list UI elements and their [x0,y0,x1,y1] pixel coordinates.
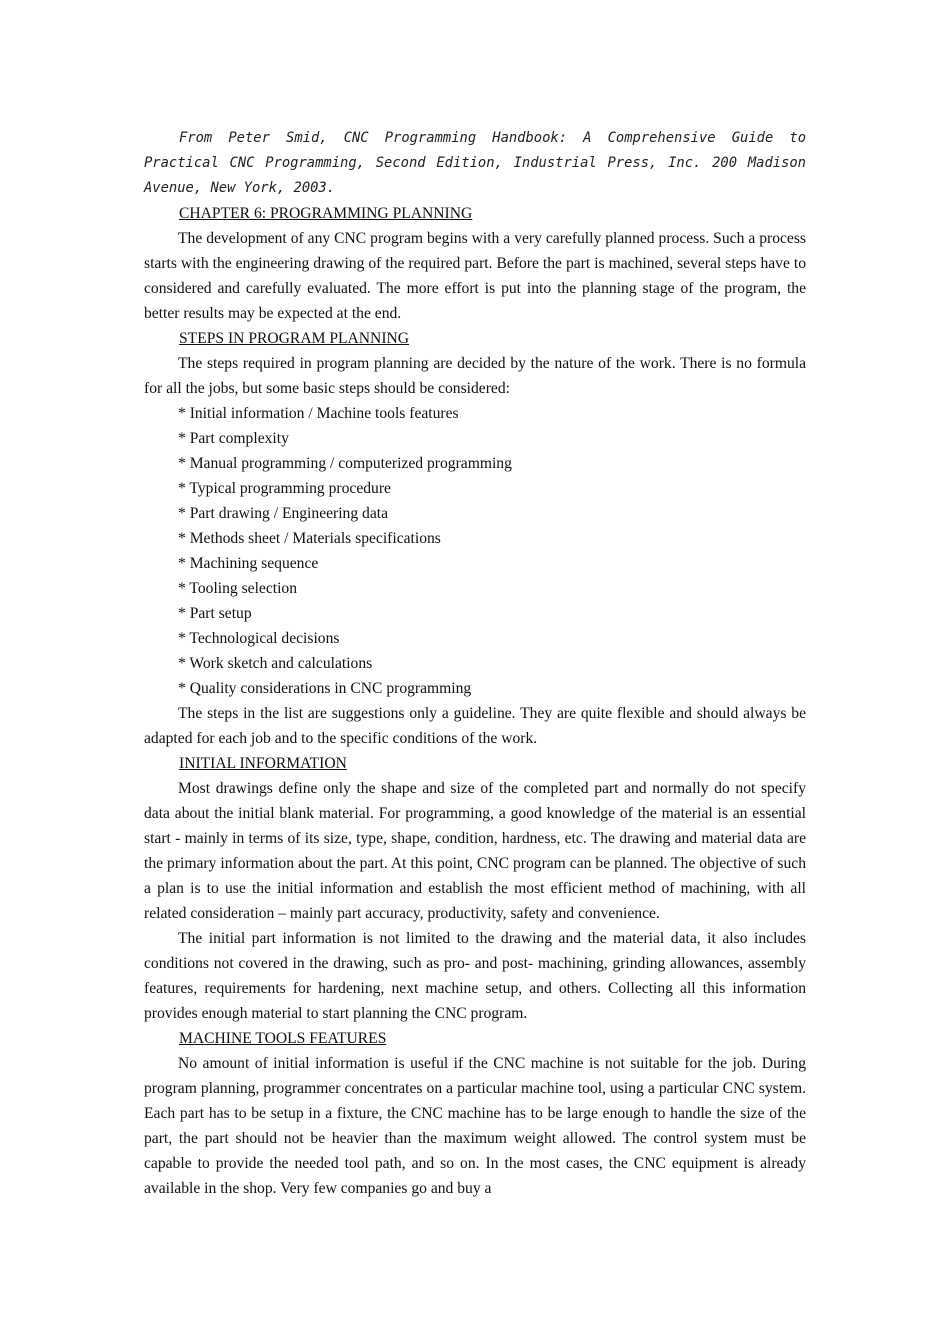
list-item: * Machining sequence [178,555,319,572]
steps-outro: The steps in the list are suggestions only a guideline. They are quite flexible and should always be adapted for each job and to the specific conditions of the work. [144,705,806,747]
machine-tools-heading: MACHINE TOOLS FEATURES [179,1030,387,1047]
list-item: * Manual programming / computerized programming [178,455,512,472]
list-item: * Tooling selection [178,580,298,597]
steps-heading: STEPS IN PROGRAM PLANNING [179,330,410,347]
list-item: * Initial information / Machine tools features [178,405,459,422]
chapter-heading: CHAPTER 6: PROGRAMMING PLANNING [179,205,473,222]
list-item: * Quality considerations in CNC programming [178,680,472,697]
machine-paragraph: No amount of initial information is useful if the CNC machine is not suitable for the job. During program planning, programmer concentrates on a particular machine tool, using a particular CNC system. Each part has to be setup in a fixture, the CNC machine has to be large enough to handle the size of the part, the part should not be heavier than the maximum weight allowed. The control system must be capable to provide the needed tool path, and so on. In the most cases, the CNC equipment is already available in the shop. Very few companies go and buy a [144,1055,806,1197]
list-item: * Typical programming procedure [178,480,391,497]
list-item: * Part setup [178,605,252,622]
document-page [144,126,806,1201]
intro-paragraph: The development of any CNC program begins with a very carefully planned process. Such a process starts with the engineering drawing of the required part. Before the part is machined, several steps have to considered and carefully evaluated. The more effort is put into the planning stage of the program, the better results may be expected at the end. [144,230,806,322]
steps-list [144,401,806,701]
initial-paragraph-1: Most drawings define only the shape and size of the completed part and normally do not specify data about the initial blank material. For programming, a good knowledge of the material is an essential start - mainly in terms of its size, type, shape, condition, hardness, etc. The drawing and material data are the primary information about the part. At this point, CNC program can be planned. The objective of such a plan is to use the initial information and establish the most efficient method of machining, with all related consideration – mainly part accuracy, productivity, safety and convenience. [144,780,806,922]
list-item: * Work sketch and calculations [178,655,373,672]
list-item: * Technological decisions [178,630,340,647]
initial-information-heading: INITIAL INFORMATION [179,755,347,772]
list-item: * Part drawing / Engineering data [178,505,389,522]
list-item: * Part complexity [178,430,289,447]
list-item: * Methods sheet / Materials specifications [178,530,441,547]
citation: From Peter Smid, CNC Programming Handbook: A Comprehensive Guide to Practical CNC Programming, Second Edition, Industrial Press, Inc. 200 Madison Avenue, New York, 2003. [144,130,806,196]
steps-intro: The steps required in program planning are decided by the nature of the work. There is no formula for all the jobs, but some basic steps should be considered: [144,355,806,397]
initial-paragraph-2: The initial part information is not limited to the drawing and the material data, it also includes conditions not covered in the drawing, such as pro- and post- machining, grinding allowances, assembly features, requirements for hardening, next machine setup, and others. Collecting all this information provides enough material to start planning the CNC program. [144,930,806,1022]
